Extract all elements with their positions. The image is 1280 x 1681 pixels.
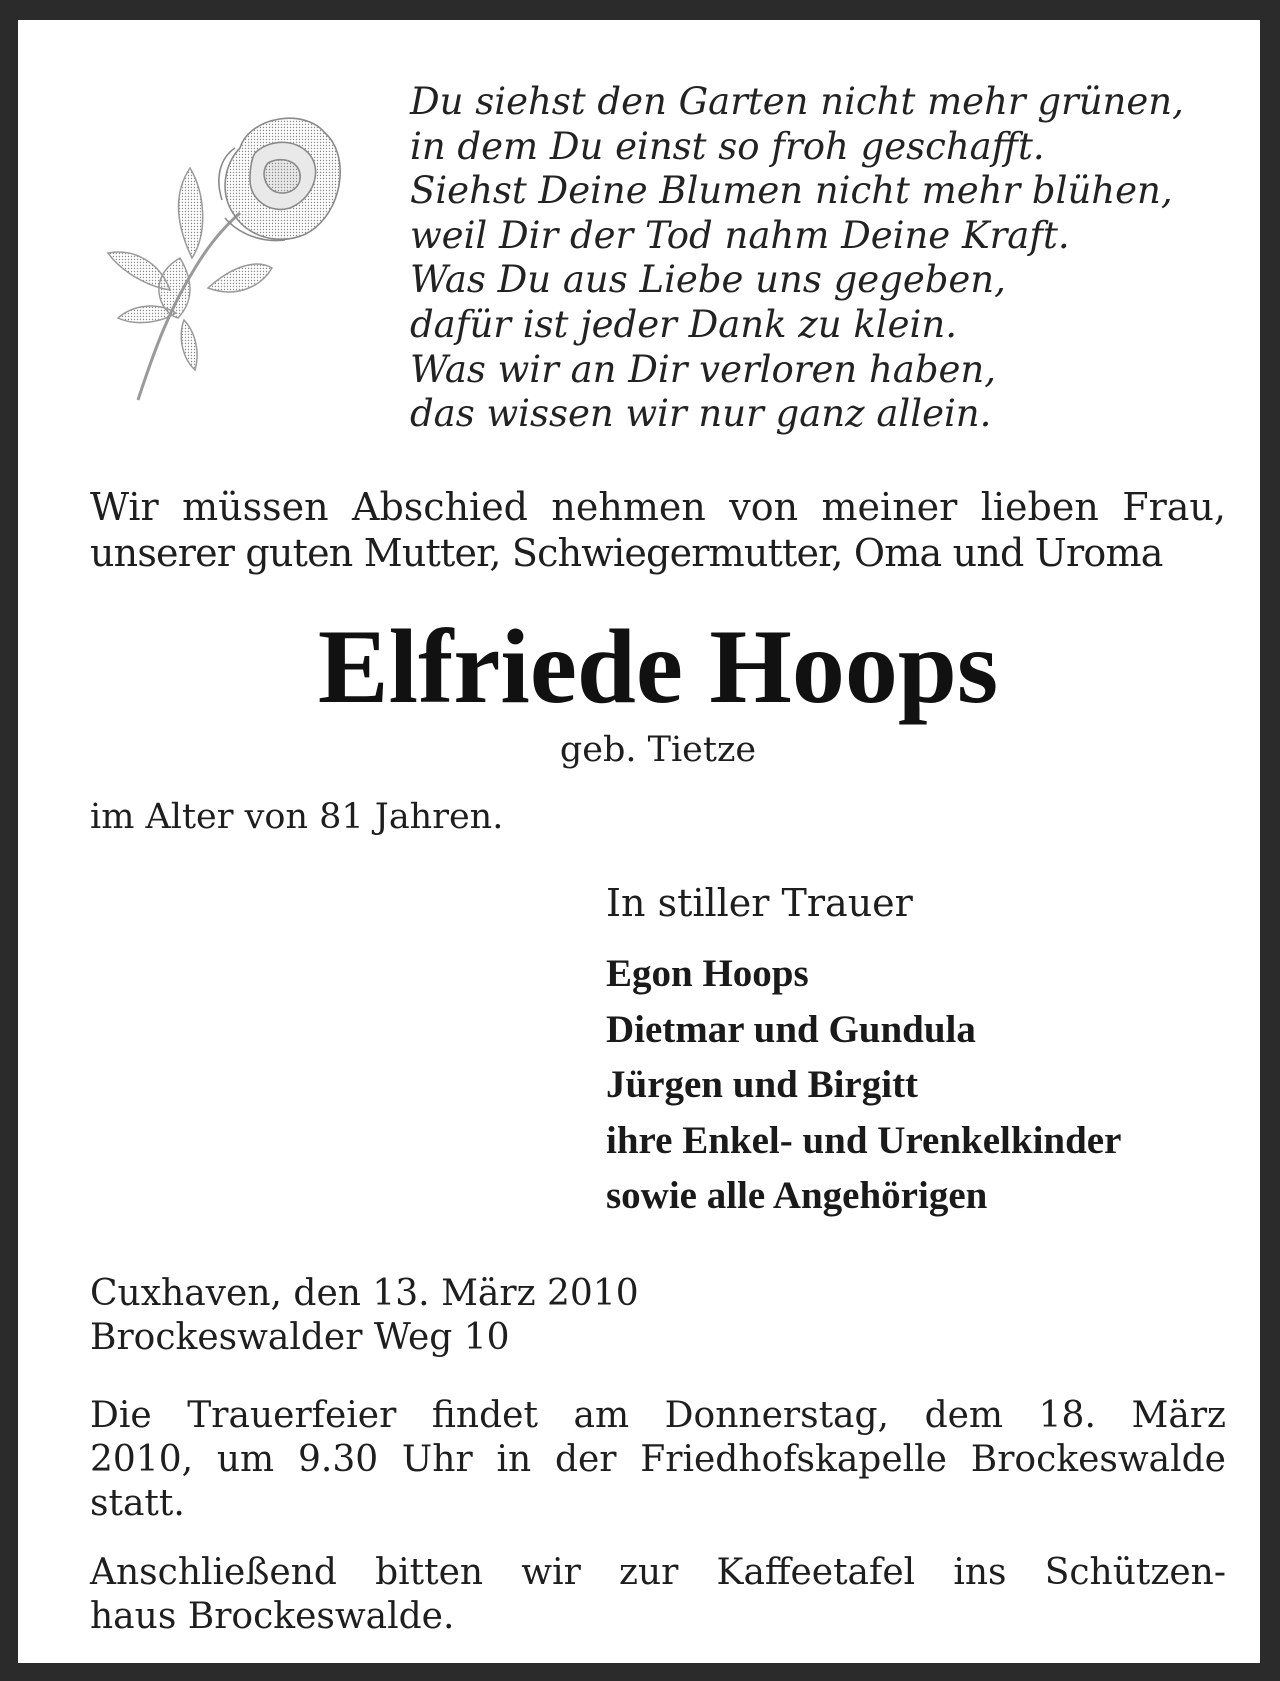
mourning-intro: In stiller Trauer — [606, 881, 913, 925]
deceased-name: Elfriede Hoops — [317, 608, 999, 725]
rose-icon — [100, 108, 360, 408]
date-line: Cuxhaven, den 13. März 2010 — [90, 1273, 639, 1314]
reception-line: Anschließend bitten wir zur Kaffeetafel ins Schützen- — [90, 1552, 1226, 1593]
service-line: Die Trauerfeier findet am Donnerstag, dem 18. März — [90, 1395, 1226, 1436]
service-info — [90, 1394, 1226, 1526]
reception-info — [90, 1551, 1226, 1639]
mourners-list — [606, 946, 1121, 1224]
intro-text — [90, 484, 1226, 576]
poem-line: dafür ist jeder Dank zu klein. — [410, 302, 957, 346]
mourner-name: Egon Hoops — [606, 952, 809, 995]
poem-line: Siehst Deine Blumen nicht mehr blühen, — [410, 169, 1173, 213]
mourner-name: sowie alle Angehörigen — [606, 1174, 988, 1217]
mourner-name: ihre Enkel- und Urenkelkinder — [606, 1118, 1122, 1162]
place-block — [90, 1272, 639, 1360]
intro-line: unserer guten Mutter, Schwiegermutter, Oma und Uroma — [90, 531, 1163, 575]
poem-line: in dem Du einst so froh geschafft. — [410, 124, 1045, 168]
address-line: Brockeswalder Weg 10 — [90, 1317, 510, 1358]
service-line: statt. — [90, 1483, 185, 1524]
poem-line: Was Du aus Liebe uns gegeben, — [410, 258, 1006, 302]
intro-line: Wir müssen Abschied nehmen von meiner lieben Frau, — [90, 485, 1226, 529]
poem-line: Du siehst den Garten nicht mehr grünen, — [410, 80, 1184, 123]
reception-line: haus Brockeswalde. — [90, 1596, 455, 1637]
mourner-name: Dietmar und Gundula — [606, 1007, 976, 1051]
service-line: 2010, um 9.30 Uhr in der Friedhofskapelle Brockeswalde — [90, 1439, 1226, 1480]
poem — [410, 80, 1240, 437]
poem-line: das wissen wir nur ganz allein. — [410, 392, 992, 436]
poem-line: Was wir an Dir verloren haben, — [410, 347, 997, 391]
age-text: im Alter von 81 Jahren. — [90, 797, 504, 837]
poem-line: weil Dir der Tod nahm Deine Kraft. — [410, 213, 1070, 257]
birth-name: geb. Tietze — [559, 730, 757, 770]
mourner-name: Jürgen und Birgitt — [606, 1063, 919, 1106]
